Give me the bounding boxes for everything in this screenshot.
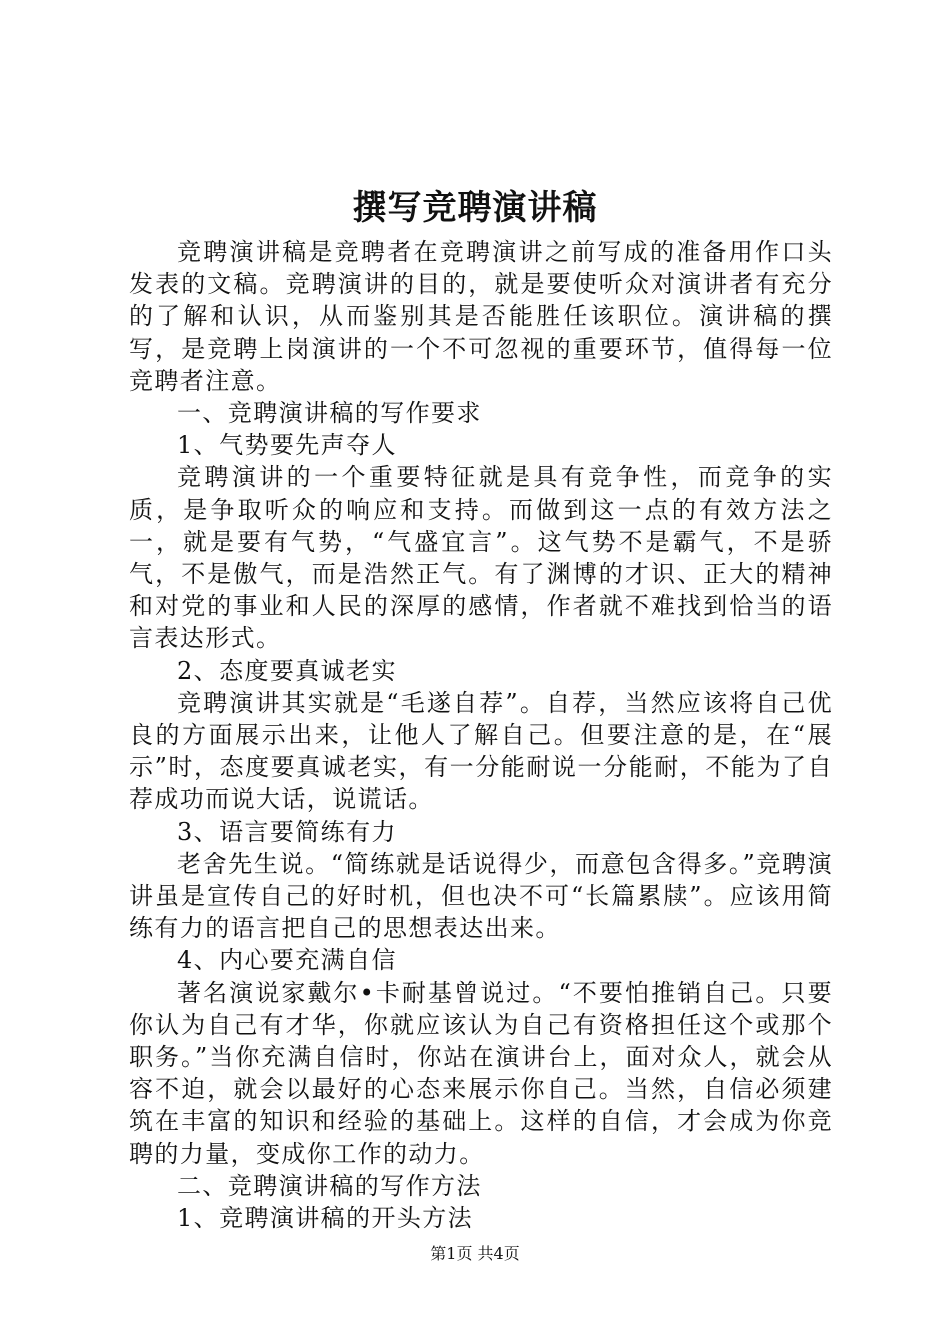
subheading-sincerity: 2、态度要真诚老实	[177, 656, 397, 685]
paragraph-momentum: 竞聘演讲的一个重要特征就是具有竞争性，而竞争的实质，是争取听众的响应和支持。而做到这一点的有效方法之一，就是要有气势，“气盛宜言”。这气势不是霸气，不是骄气，不是傲气，而是浩然正气。有了渊博的才识、正大的精神和对党的事业和人民的深厚的感情，作者就不难找到恰当的语言表达形式。	[129, 463, 833, 653]
page-footer: 第1页 共4页	[430, 1244, 520, 1263]
paragraph-sincerity: 竞聘演讲其实就是“毛遂自荐”。自荐，当然应该将自己优良的方面展示出来，让他人了解自己。但要注意的是，在“展示”时，态度要真诚老实，有一分能耐说一分能耐，不能为了自荐成功而说大话，说谎话。	[129, 688, 833, 814]
section-heading-requirements: 一、竞聘演讲稿的写作要求	[177, 399, 482, 428]
section-heading-methods: 二、竞聘演讲稿的写作方法	[177, 1171, 482, 1200]
subheading-concise-language: 3、语言要简练有力	[177, 817, 397, 846]
subheading-confidence: 4、内心要充满自信	[177, 946, 397, 975]
document-body	[129, 236, 833, 1234]
paragraph-intro: 竞聘演讲稿是竞聘者在竞聘演讲之前写成的准备用作口头发表的文稿。竞聘演讲的目的，就是要使听众对演讲者有充分的了解和认识，从而鉴别其是否能胜任该职位。演讲稿的撰写，是竞聘上岗演讲的一个不可忽视的重要环节，值得每一位竞聘者注意。	[129, 238, 833, 395]
subheading-momentum: 1、气势要先声夺人	[177, 431, 397, 460]
document-title: 撰写竞聘演讲稿	[352, 188, 598, 228]
subheading-opening-methods: 1、竞聘演讲稿的开头方法	[177, 1204, 474, 1233]
paragraph-concise-language: 老舍先生说。“简练就是话说得少，而意包含得多。”竞聘演讲虽是宣传自己的好时机，但也决不可“长篇累牍”。应该用简练有力的语言把自己的思想表达出来。	[129, 849, 833, 943]
paragraph-confidence: 著名演说家戴尔•卡耐基曾说过。“不要怕推销自己。只要你认为自己有才华，你就应该认为自己有资格担任这个或那个职务。”当你充满自信时，你站在演讲台上，面对众人，就会从容不迫，就会以最好的心态来展示你自己。当然，自信必须建筑在丰富的知识和经验的基础上。这样的自信，才会成为你竞聘的力量，变成你工作的动力。	[129, 978, 833, 1168]
